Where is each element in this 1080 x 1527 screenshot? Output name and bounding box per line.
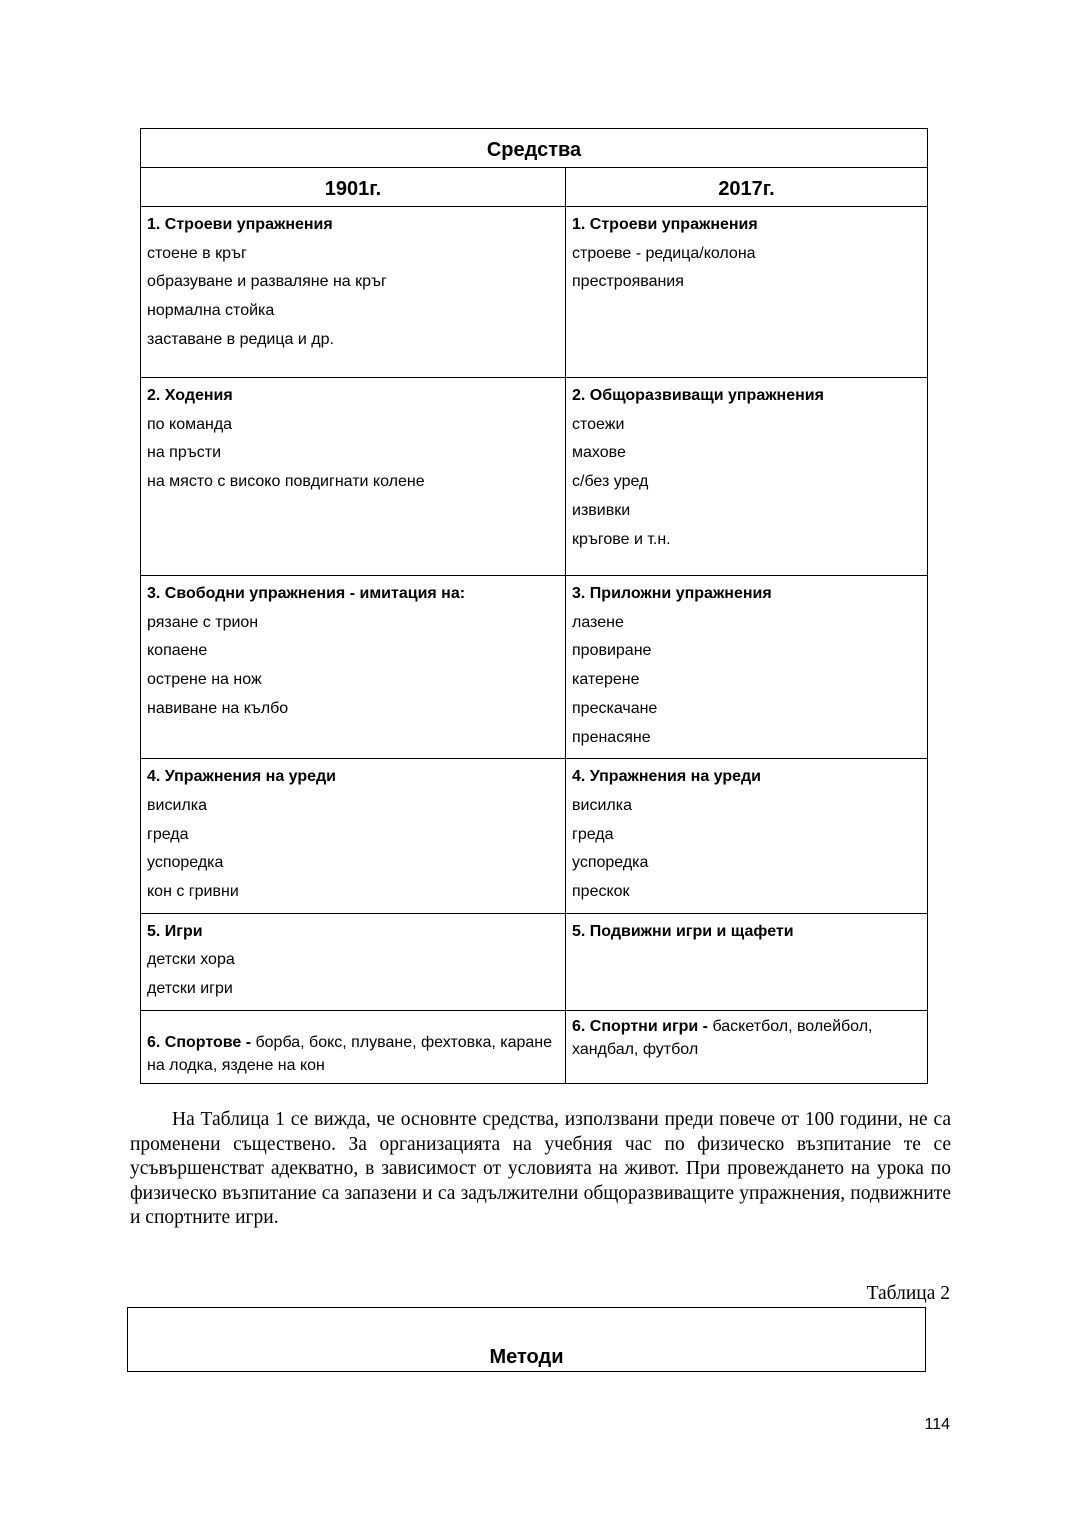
cell-heading: 2. Общоразвиващи упражнения (572, 387, 824, 404)
list-item: извивки (572, 501, 631, 519)
list-item: детски хора (147, 951, 235, 969)
cell-heading: 4. Упражнения на уреди (147, 768, 337, 786)
list-item: катерене (572, 671, 640, 689)
cell-2017 (566, 1010, 928, 1083)
list-item: навиване на кълбо (147, 699, 289, 717)
list-item: прескок (572, 883, 630, 901)
list-item: махове (572, 444, 626, 462)
cell-2017 (566, 207, 928, 378)
table-row (141, 576, 928, 759)
cell-heading: 5. Игри (147, 922, 203, 940)
list-item: висилка (147, 796, 207, 814)
list-item: с/без уред (572, 473, 649, 491)
page-number: 114 (924, 1416, 950, 1433)
list-item: успоредка (147, 854, 224, 872)
table-row (141, 1010, 928, 1083)
list-item: греда (147, 825, 189, 843)
cell-heading: 4. Упражнения на уреди (572, 768, 762, 786)
cell-heading: 1. Строеви упражнения (572, 216, 758, 233)
list-item: рязане с трион (147, 613, 259, 631)
cell-heading: 3. Приложни упражнения (572, 585, 772, 602)
list-item: образуване и разваляне на кръг (147, 273, 387, 291)
cell-1901 (141, 913, 566, 1010)
list-item: строеве - редица/колона (572, 244, 756, 262)
means-comparison-table (140, 128, 928, 1084)
cell-2017 (566, 576, 928, 759)
cell-2017 (566, 378, 928, 576)
list-item: на място с високо повдигнати колене (147, 473, 425, 491)
list-item: кон с гривни (147, 883, 239, 901)
list-item: висилка (572, 796, 632, 814)
methods-table (127, 1307, 926, 1372)
cell-text: баскетбол, волейбол, хандбал, футбол (572, 1017, 873, 1058)
list-item: греда (572, 825, 614, 843)
cell-heading: 2. Ходения (147, 387, 233, 404)
cell-1901 (141, 576, 566, 759)
cell-heading: 6. Спортни игри - (572, 1017, 709, 1035)
list-item: острене на нож (147, 671, 262, 689)
list-item: детски игри (147, 980, 233, 998)
list-item: успоредка (572, 854, 649, 872)
cell-2017 (566, 759, 928, 914)
list-item: пренасяне (572, 728, 651, 746)
cell-heading: 6. Спортове - (147, 1033, 252, 1051)
cell-1901 (141, 1010, 566, 1083)
list-item: по команда (147, 415, 233, 433)
list-item: стоене в кръг (147, 244, 247, 262)
methods-table-title: Методи (489, 1346, 564, 1368)
table-row (141, 378, 928, 576)
list-item: прескачане (572, 699, 658, 717)
column-header-2017: 2017г. (566, 168, 928, 207)
list-item: заставане в редица и др. (147, 330, 334, 348)
body-paragraph: На Таблица 1 се вижда, че основнте средства, използвани преди повече от 100 години, не са променени съществено. За организацията на учебния час по физическо възпитание те се усъвършенстват адекватно, в зависимост от условията на живот. При провеждането на урока по физическо възпитание са запазени и са задължителни общоразвиващите упражнения, подвижните и спортните игри. (130, 1109, 951, 1228)
cell-heading: 5. Подвижни игри и щафети (572, 922, 794, 940)
list-item: лазене (572, 613, 624, 631)
list-item: на пръсти (147, 444, 222, 462)
table-row (141, 913, 928, 1010)
table-row (141, 207, 928, 378)
cell-heading: 3. Свободни упражнения - имитация на: (147, 585, 466, 602)
table-title: Средства (141, 129, 928, 168)
list-item: копаене (147, 642, 208, 660)
cell-text: борба, бокс, плуване, фехтовка, каране на лодка, яздене на кон (147, 1033, 553, 1074)
table-row (141, 759, 928, 914)
column-header-1901: 1901г. (141, 168, 566, 207)
list-item: стоежи (572, 415, 625, 433)
cell-1901 (141, 759, 566, 914)
cell-1901 (141, 378, 566, 576)
list-item: кръгове и т.н. (572, 530, 671, 548)
list-item: престроявания (572, 273, 684, 291)
cell-1901 (141, 207, 566, 378)
cell-heading: 1. Строеви упражнения (147, 216, 333, 233)
list-item: нормална стойка (147, 302, 275, 320)
list-item: провиране (572, 642, 652, 660)
cell-2017 (566, 913, 928, 1010)
table2-caption: Таблица 2 (866, 1283, 950, 1304)
